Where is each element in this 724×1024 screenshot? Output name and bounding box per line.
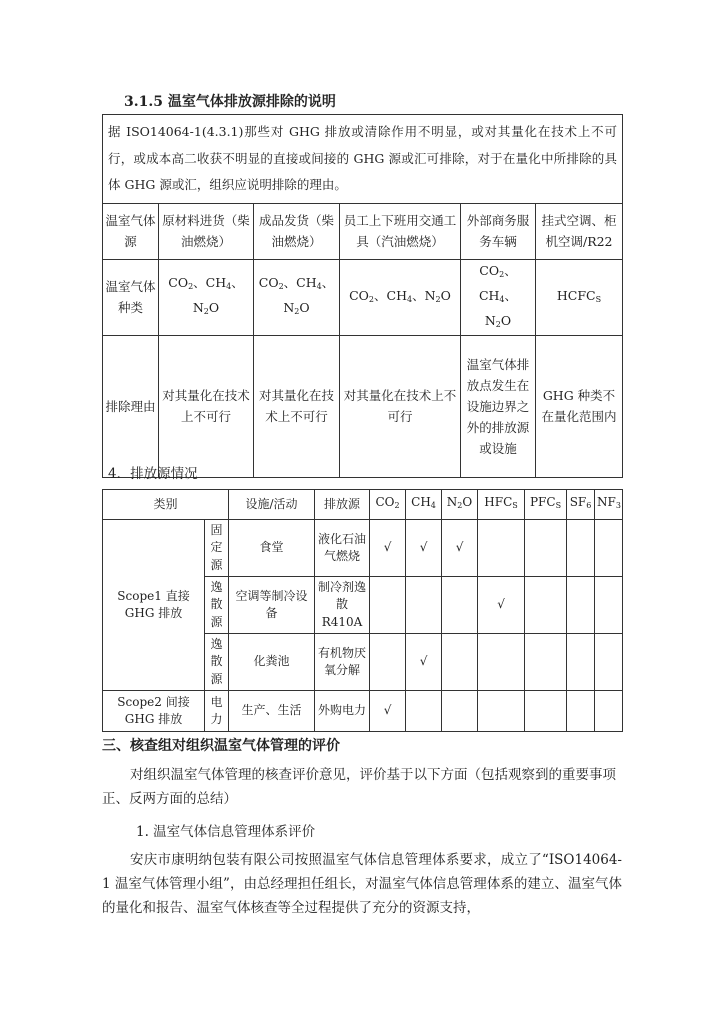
header-hfcs: $HFC_S$ <box>478 490 525 520</box>
mark-cell <box>595 577 623 634</box>
row-source: 外购电力 <box>315 691 370 732</box>
header-activity: 设施/活动 <box>229 490 315 520</box>
mark-cell <box>478 520 525 577</box>
mark-cell <box>370 634 406 691</box>
exclusion-description: 据 ISO14064-1(4.3.1)那些对 GHG 排放或清除作用不明显，或对其量化在技术上不可行，或成本高二收获不明显的直接或间接的 GHG 源或汇可排除，对于在量化中所排除的具体 GHG 源或汇，组织应说明排除的理由。 <box>103 115 623 204</box>
cell-source: 原材料进货（柴油燃烧） <box>159 203 254 259</box>
row-type: 逸散源 <box>205 577 229 634</box>
cell-source: 员工上下班用交通工具（汽油燃烧） <box>340 203 461 259</box>
paragraph-evaluation-basis: 对组织温室气体管理的核查评价意见，评价基于以下方面（包括观察到的重要事项正、反两方面的总结） <box>102 767 616 807</box>
mark-cell <box>442 634 478 691</box>
mark-cell <box>442 577 478 634</box>
paragraph-management-system: 安庆市康明纳包装有限公司按照温室气体信息管理体系要求，成立了“ISO14064-1 温室气体管理小组”，由总经理担任组长，对温室气体信息管理体系的建立、温室气体的量化和报告、温室气体核查等全过程提供了充分的资源支持， <box>102 852 622 916</box>
section-title-3-1-5: 3.1.5 温室气体排放源排除的说明 <box>124 94 336 110</box>
scope2-label: Scope2 间接 GHG 排放 <box>103 691 205 732</box>
cell-reason: 对其量化在技术上不可行 <box>340 335 461 477</box>
header-pfcs: $PFC_S$ <box>525 490 567 520</box>
row-source: 制冷剂逸散 R410A <box>315 577 370 634</box>
cell-reason: 对其量化在技术上不可行 <box>159 335 254 477</box>
mark-cell <box>567 634 595 691</box>
scope1-label: Scope1 直接 GHG 排放 <box>103 520 205 691</box>
mark-cell <box>406 577 442 634</box>
cell-source: 成品发货（柴油燃烧） <box>254 203 340 259</box>
mark-cell <box>478 634 525 691</box>
section-title-3: 三、核查组对组织温室气体管理的评价 <box>102 738 340 754</box>
mark-cell: √ <box>370 691 406 732</box>
row-activity: 食堂 <box>229 520 315 577</box>
cell-source: 外部商务服务车辆 <box>461 203 536 259</box>
header-co2: $CO_2$ <box>370 490 406 520</box>
header-ch4: $CH_4$ <box>406 490 442 520</box>
mark-cell <box>525 634 567 691</box>
mark-cell: √ <box>442 520 478 577</box>
cell-reason: GHG 种类不在量化范围内 <box>536 335 623 477</box>
mark-cell <box>525 691 567 732</box>
cell-gas: $CO_2$、$CH_4$、 $N_2O$ <box>254 259 340 335</box>
mark-cell <box>567 691 595 732</box>
cell-gas: $CO_2$、$CH_4$、$N_2O$ <box>340 259 461 335</box>
row-label-source: 温室气体源 <box>103 203 159 259</box>
mark-cell: √ <box>406 520 442 577</box>
mark-cell: √ <box>406 634 442 691</box>
mark-cell <box>442 691 478 732</box>
row-type: 电力 <box>205 691 229 732</box>
mark-cell: √ <box>478 577 525 634</box>
mark-cell <box>595 520 623 577</box>
row-label-reason: 排除理由 <box>103 335 159 477</box>
paragraph-subheading: 1. 温室气体信息管理体系评价 <box>136 824 316 840</box>
section-title-4: 4．排放源情况 <box>108 466 198 482</box>
mark-cell <box>370 577 406 634</box>
row-type: 固定源 <box>205 520 229 577</box>
mark-cell: √ <box>370 520 406 577</box>
mark-cell <box>595 634 623 691</box>
cell-reason: 对其量化在技术上不可行 <box>254 335 340 477</box>
row-source: 液化石油气燃烧 <box>315 520 370 577</box>
mark-cell <box>525 577 567 634</box>
header-sf6: $SF_6$ <box>567 490 595 520</box>
row-activity: 生产、生活 <box>229 691 315 732</box>
cell-gas: $CO_2$、$CH_4$、 $N_2O$ <box>461 259 536 335</box>
mark-cell <box>567 520 595 577</box>
mark-cell <box>478 691 525 732</box>
header-source: 排放源 <box>315 490 370 520</box>
emission-source-table <box>102 489 623 732</box>
row-source: 有机物厌氧分解 <box>315 634 370 691</box>
row-activity: 空调等制冷设备 <box>229 577 315 634</box>
row-label-gas: 温室气体种类 <box>103 259 159 335</box>
cell-gas: $CO_2$、$CH_4$、 $N_2O$ <box>159 259 254 335</box>
mark-cell <box>595 691 623 732</box>
mark-cell <box>567 577 595 634</box>
row-activity: 化粪池 <box>229 634 315 691</box>
mark-cell <box>406 691 442 732</box>
mark-cell <box>525 520 567 577</box>
header-n2o: $N_2O$ <box>442 490 478 520</box>
cell-reason: 温室气体排放点发生在设施边界之外的排放源或设施 <box>461 335 536 477</box>
cell-gas-hcfc: $HCFC_S$ <box>536 259 623 335</box>
row-type: 逸散源 <box>205 634 229 691</box>
cell-source: 挂式空调、柜机空调/R22 <box>536 203 623 259</box>
header-category: 类别 <box>103 490 229 520</box>
exclusion-table <box>102 114 623 478</box>
header-nf3: $NF_3$ <box>595 490 623 520</box>
